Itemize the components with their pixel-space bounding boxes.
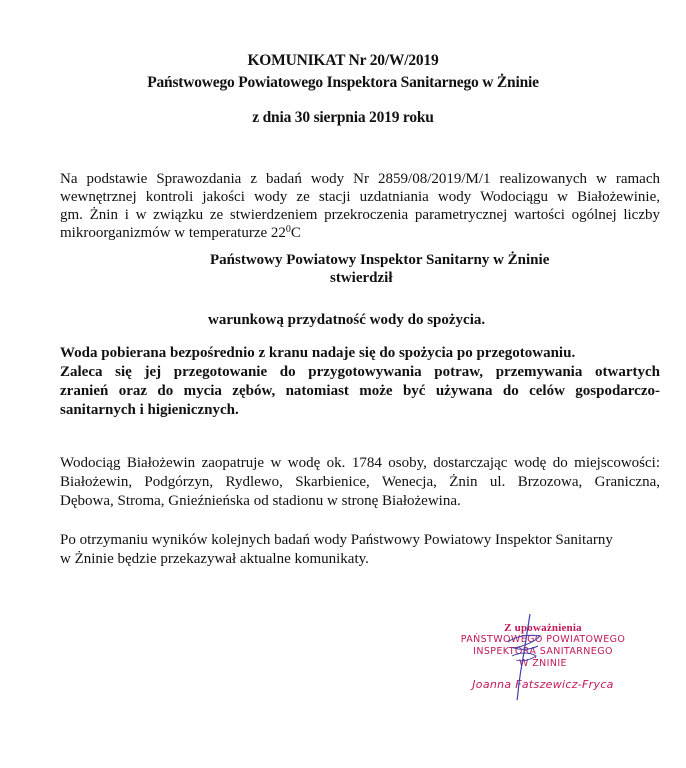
supply-line: Wodociąg Białożewin zaopatruje w wodę ok. 1784 osoby, dostarczając wodę do miejscowości:	[60, 455, 660, 471]
announcement-date: z dnia 30 sierpnia 2019 roku	[252, 109, 434, 126]
degree-superscript: 0	[285, 224, 291, 235]
recommendation-paragraph	[60, 344, 660, 420]
official-stamp	[448, 622, 638, 691]
intro-line: Na podstawie Sprawozdania z badań wody Nr 2859/08/2019/M/1 realizowanych w ramach	[60, 171, 660, 187]
announcement-issuer: Państwowego Powiatowego Inspektora Sanitarnego w Żninie	[147, 74, 539, 91]
ruling-decision: warunkową przydatność wody do spożycia.	[208, 312, 486, 328]
stamp-line: Z upoważnienia	[504, 622, 582, 634]
stamp-signatory-name: Joanna Fatszewicz-Fryca	[472, 678, 614, 691]
final-paragraph	[60, 531, 660, 569]
final-line: Po otrzymaniu wyników kolejnych badań wody Państwowy Powiatowy Inspektor Sanitarny	[60, 532, 613, 548]
intro-paragraph	[60, 170, 660, 242]
stamp-line: W ŻNINIE	[519, 658, 567, 669]
ruling-authority: Państwowy Powiatowy Inspektor Sanitarny w Żninie	[210, 252, 550, 268]
recommendation-line: sanitarnych i higienicznych.	[60, 402, 239, 418]
intro-line: gm. Żnin i w związku ze stwierdzeniem przekroczenia parametrycznej wartości ogólnej liczby	[60, 207, 660, 223]
stamp-line: INSPEKTORA SANITARNEGO	[473, 646, 613, 657]
supply-line: Dębowa, Stroma, Gnieźnieńska od stadionu w stronę Białożewina.	[60, 493, 461, 509]
ruling-verb: stwierdził	[330, 270, 393, 286]
supply-paragraph	[60, 454, 660, 511]
announcement-title: KOMUNIKAT Nr 20/W/2019	[247, 52, 439, 69]
intro-line: wewnętrznej kontroli jakości wody ze stacji uzdatniania wody Wodociągu w Białożewinie,	[60, 189, 660, 205]
supply-line: Białożewin, Podgórzyn, Rydlewo, Skarbienice, Wenecja, Żnin ul. Brzozowa, Graniczna,	[60, 474, 660, 490]
recommendation-line: Woda pobierana bezpośrednio z kranu nadaje się do spożycia po przegotowaniu.	[60, 345, 576, 361]
intro-line: mikroorganizmów w temperaturze $22^0C$	[60, 224, 301, 241]
stamp-line: PAŃSTWOWEGO POWIATOWEGO	[460, 634, 626, 645]
final-line: w Żninie będzie przekazywał aktualne komunikaty.	[60, 551, 369, 567]
recommendation-line: Zaleca się jej przegotowanie do przygotowywania potraw, przemywania otwartych	[60, 364, 660, 380]
recommendation-line: zranień oraz do mycia zębów, natomiast może być używana do celów gospodarczo-	[60, 383, 660, 399]
